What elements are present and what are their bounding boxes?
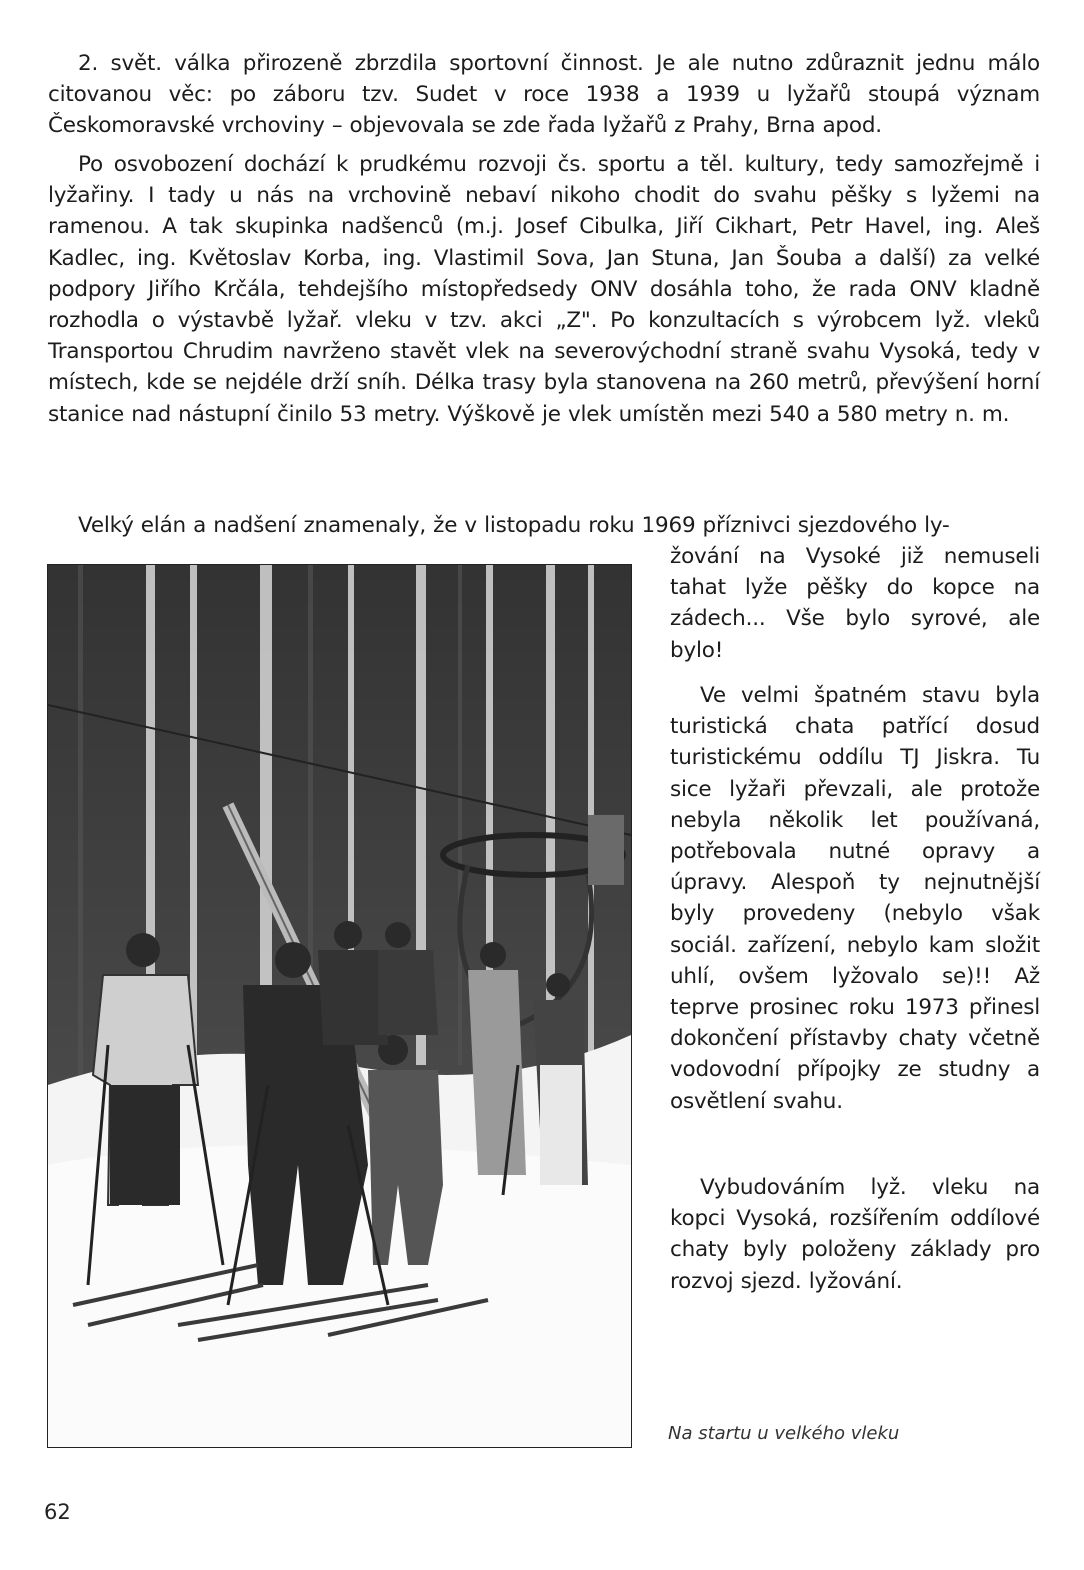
page-number: 62 <box>44 1500 71 1524</box>
paragraph-ski-lift-summary: Vybudováním lyž. vleku na kopci Vysoká, rozšířením oddílové chaty byly položeny základy pro rozvoj sjezd. lyžování. <box>670 1175 1040 1294</box>
paragraph-cottage: Ve velmi špatném stavu byla turistická chata patřící dosud turistickému oddílu TJ Jiskra. Tu sice lyžaři převzali, ale protože nebyla několik let používaná, potřebovala nutné opravy a úpravy. Alespoň ty nejnutnější byly provedeny (nebylo však sociál. zařízení, nebylo kam složit uhlí, ovšem lyžovalo se)!! Až teprve prosinec roku 1973 přinesl dokončení přístavby chaty včetně vodovodní přípojky ze studny a osvětlení svahu. <box>670 683 1040 1114</box>
paragraph-elan-first-line: Velký elán a nadšení znamenaly, že v listopadu roku 1969 příznivci sjezdového ly- <box>78 513 950 538</box>
paragraph-ww2: 2. svět. válka přirozeně zbrzdila sportovní činnost. Je ale nutno zdůraznit jednu málo citovanou věc: po záboru tzv. Sudet v roce 1938 a 1939 u lyžařů stoupá význam Českomoravské vrchoviny – objevovala se zde řada lyžařů z Prahy, Brna apod. <box>48 51 1040 139</box>
photo-caption: Na startu u velkého vleku <box>668 1423 900 1444</box>
paragraph-elan-continued: žování na Vysoké již nemuseli tahat lyže pěšky do kopce na zádech... Vše bylo syrové, ale bylo! <box>670 544 1040 663</box>
ski-lift-photo <box>47 564 632 1448</box>
paragraph-liberation: Po osvobození dochází k prudkému rozvoji čs. sportu a těl. kultury, tedy samozřejmě i lyžařiny. I tady u nás na vrchovině nebaví nikoho chodit do svahu pěšky s lyžemi na ramenou. A tak skupinka nadšenců (m.j. Josef Cibulka, Jiří Cikhart, Petr Havel, ing. Aleš Kadlec, ing. Květoslav Korba, ing. Vlastimil Sova, Jan Stuna, Jan Šouba a další) za velké podpory Jiřího Krčála, tehdejšího místopředsedy ONV dosáhla toho, že rada ONV kladně rozhodla o výstavbě lyžař. vleku v tzv. akci „Z". Po konzultacích s výrobcem lyž. vleků Transportou Chrudim navrženo stavět vlek na severovýchodní straně svahu Vysoká, tedy v místech, kde se nejdéle drží sníh. Délka trasy byla stanovena na 260 metrů, převýšení horní stanice nad nástupní činilo 53 metry. Výškově je vlek umístěn mezi 540 a 580 metry n. m. <box>48 152 1040 427</box>
